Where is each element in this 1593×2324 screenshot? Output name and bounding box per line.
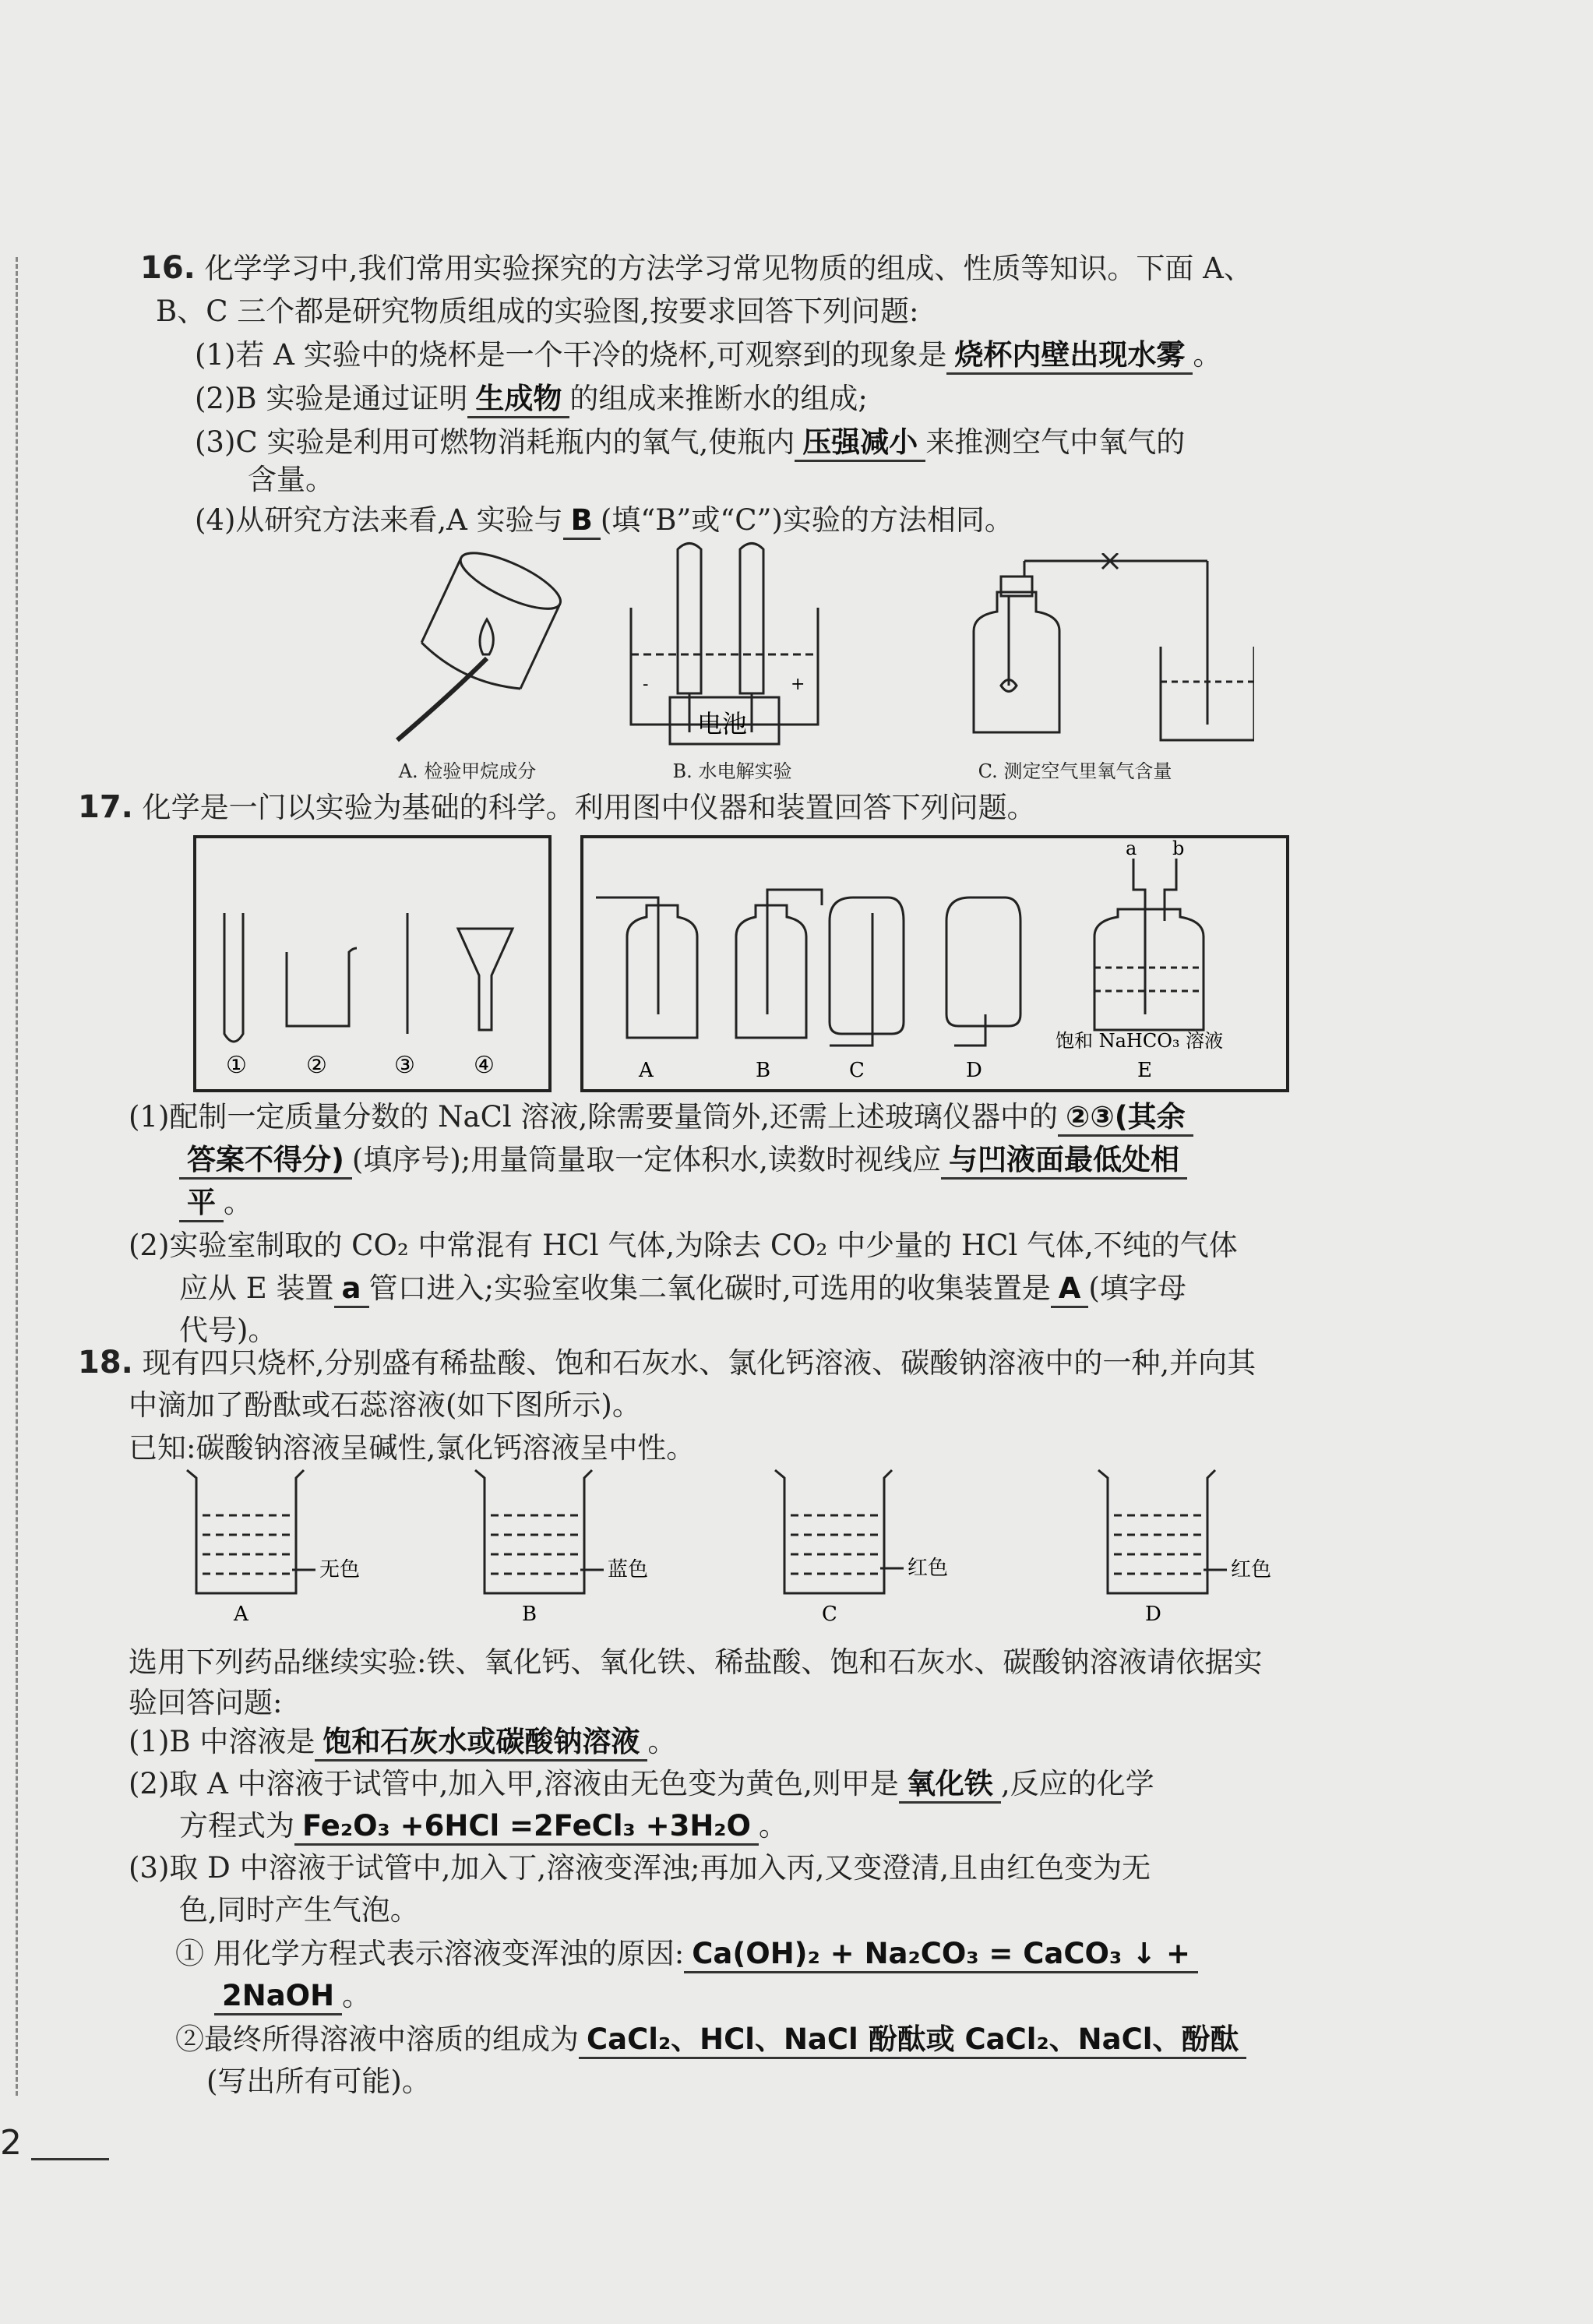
beaker-d-label: D xyxy=(1145,1603,1161,1626)
q16-part3 xyxy=(195,424,1185,462)
q16-part1 xyxy=(195,337,1221,375)
device-label-d: D xyxy=(966,1059,982,1082)
q17-part1-line2 xyxy=(179,1141,1187,1180)
q18-p1-text: (1)B 中溶液是 xyxy=(129,1725,315,1758)
q18-beakers-figure xyxy=(179,1469,1316,1632)
q16-p4-end: (填“B”或“C”)实验的方法相同。 xyxy=(600,503,1013,537)
q16-figure-a-methane-test xyxy=(389,545,576,748)
beaker-b-label: B xyxy=(522,1603,537,1626)
q17-p1-answer2-cont: 平 xyxy=(179,1186,224,1222)
instrument-label-3: ③ xyxy=(394,1052,415,1079)
instrument-label-2: ② xyxy=(306,1052,327,1079)
q17-p1-text: (1)配制一定质量分数的 NaCl 溶液,除需要量筒外,还需上述玻璃仪器中的 xyxy=(129,1100,1059,1134)
q17-p2-answer2: A xyxy=(1051,1271,1089,1308)
q18-p2-end: ,反应的化学 xyxy=(1000,1767,1154,1800)
q18-p2-text: (2)取 A 中溶液于试管中,加入甲,溶液由无色变为黄色,则甲是 xyxy=(129,1767,899,1800)
beaker-c-color: 红色 xyxy=(908,1557,949,1580)
instrument-label-4: ④ xyxy=(474,1052,495,1079)
page-number: 2 xyxy=(0,2123,22,2163)
q18-p3b-answer: CaCl₂、HCl、NaCl 酚酞或 CaCl₂、NaCl、酚酞 xyxy=(579,2022,1246,2059)
q18-select-line2: 验回答问题: xyxy=(129,1686,283,1719)
q18-p3a-text: ① 用化学方程式表示溶液变浑浊的原因: xyxy=(175,1937,685,1970)
q18-p2-eq-prefix: 方程式为 xyxy=(179,1809,294,1843)
q16-stem-line1 xyxy=(140,249,1253,287)
q17-p2-answer1: a xyxy=(334,1271,369,1308)
beaker-c-label: C xyxy=(822,1603,837,1626)
q18-p1-end: 。 xyxy=(647,1725,677,1758)
q18-part2 xyxy=(129,1765,1154,1804)
q16-p1-end: 。 xyxy=(1193,338,1222,372)
q16-caption-b: B. 水电解实验 xyxy=(672,760,792,782)
q16-text-line2: B、C 三个都是研究物质组成的实验图,按要求回答下列问题: xyxy=(156,294,919,328)
q18-p1-answer: 饱和石灰水或碳酸钠溶液 xyxy=(315,1725,647,1762)
q18-part3b-note: (写出所有可能)。 xyxy=(206,2065,431,2098)
q16-part3-cont: 含量。 xyxy=(248,463,334,496)
q17-p1-mid: (填序号);用量筒量取一定体积水,读数时视线应 xyxy=(351,1143,942,1176)
q16-p4-text: (4)从研究方法来看,A 实验与 xyxy=(195,503,563,537)
q16-number: 16. xyxy=(140,250,196,286)
q17-part1-line1 xyxy=(129,1099,1193,1137)
q18-select-line1: 选用下列药品继续实验:铁、氧化钙、氧化铁、稀盐酸、饱和石灰水、碳酸钠溶液请依据实 xyxy=(129,1645,1263,1679)
q18-text-line2: 中滴加了酚酞或石蕊溶液(如下图所示)。 xyxy=(129,1388,641,1422)
electrode-minus: - xyxy=(643,675,649,694)
q18-part3b xyxy=(175,2021,1246,2059)
q17-p1-end: 。 xyxy=(224,1186,252,1219)
q16-p1-text: (1)若 A 实验中的烧杯是一个干冷的烧杯,可观察到的现象是 xyxy=(195,338,947,372)
q18-known: 已知:碳酸钠溶液呈碱性,氯化钙溶液呈中性。 xyxy=(129,1431,696,1465)
q16-caption-a: A. 检验甲烷成分 xyxy=(398,760,537,782)
q16-p2-end: 的组成来推断水的组成; xyxy=(569,382,868,415)
q17-part2-cont: 代号)。 xyxy=(179,1314,277,1347)
instrument-label-1: ① xyxy=(226,1052,247,1079)
q18-part3a xyxy=(175,1935,1198,1973)
q16-figure-c-oxygen-measure xyxy=(943,553,1254,748)
q17-p2-mid: 管口进入;实验室收集二氧化碳时,可选用的收集装置是 xyxy=(368,1271,1051,1305)
q16-p4-answer: B xyxy=(563,503,601,540)
beaker-d-color: 红色 xyxy=(1231,1558,1272,1582)
q16-p3-answer: 压强减小 xyxy=(795,425,925,462)
device-label-e: E xyxy=(1137,1059,1152,1082)
page-number-rule xyxy=(31,2158,109,2160)
q17-p1-answer2: 与凹液面最低处相 xyxy=(941,1143,1187,1180)
q18-stem-line1 xyxy=(78,1344,1256,1382)
q18-p2-eq-end: 。 xyxy=(758,1809,788,1843)
q16-p3-end: 来推测空气中氧气的 xyxy=(925,425,1186,459)
q17-p2-end: (填字母 xyxy=(1088,1271,1186,1305)
q16-caption-c: C. 测定空气里氧气含量 xyxy=(978,760,1172,782)
q18-p3a-answer: Ca(OH)₂ + Na₂CO₃ = CaCO₃ ↓ + xyxy=(684,1937,1198,1973)
q17-part1-line3 xyxy=(179,1184,252,1222)
q17-p2-text: 应从 E 装置 xyxy=(179,1271,334,1305)
q16-p1-answer: 烧杯内壁出现水雾 xyxy=(946,338,1193,375)
q18-p3a-answer-cont: 2NaOH xyxy=(214,1979,342,2015)
q17-devices-panel xyxy=(580,835,1289,1092)
q17-instruments-panel xyxy=(193,835,552,1092)
q16-figure-b-electrolysis xyxy=(615,538,834,748)
q17-stem xyxy=(78,788,1036,827)
q18-part1 xyxy=(129,1723,676,1762)
q18-p3a-end: 。 xyxy=(342,1979,372,2012)
electrode-plus: + xyxy=(791,675,805,694)
beaker-a-label: A xyxy=(234,1603,248,1626)
q18-text-line1: 现有四只烧杯,分别盛有稀盐酸、饱和石灰水、氯化钙溶液、碳酸钠溶液中的一种,并向其 xyxy=(142,1346,1256,1380)
battery-label: 电池 xyxy=(697,709,748,739)
q16-p2-text: (2)B 实验是通过证明 xyxy=(195,382,468,415)
binding-margin-line xyxy=(16,257,18,2096)
q16-p2-answer: 生成物 xyxy=(467,382,569,418)
device-label-a: A xyxy=(639,1059,654,1082)
q16-text-line1: 化学学习中,我们常用实验探究的方法学习常见物质的组成、性质等知识。下面 A、 xyxy=(204,252,1253,285)
q18-part3-line2: 色,同时产生气泡。 xyxy=(179,1893,419,1927)
beaker-b-color: 蓝色 xyxy=(608,1558,649,1582)
q18-p2-answer: 氧化铁 xyxy=(899,1767,1001,1804)
q17-part2-line2 xyxy=(179,1270,1186,1308)
q17-p1-answer1: ②③(其余 xyxy=(1058,1100,1193,1137)
e-tube-label-a: a xyxy=(1126,838,1137,859)
q17-number: 17. xyxy=(78,789,133,825)
e-tube-label-b: b xyxy=(1172,838,1185,859)
q16-p3-text: (3)C 实验是利用可燃物消耗瓶内的氧气,使瓶内 xyxy=(195,425,795,459)
q18-part3a-cont xyxy=(214,1977,371,2015)
e-solution-label: 饱和 NaHCO₃ 溶液 xyxy=(1056,1030,1224,1052)
q17-text: 化学是一门以实验为基础的科学。利用图中仪器和装置回答下列问题。 xyxy=(142,791,1036,824)
q18-part3-line1: (3)取 D 中溶液于试管中,加入丁,溶液变浑浊;再加入丙,又变澄清,且由红色变为无 xyxy=(129,1851,1151,1885)
q16-part2 xyxy=(195,380,868,418)
q18-p2-equation: Fe₂O₃ +6HCl =2FeCl₃ +3H₂O xyxy=(294,1809,759,1846)
q17-part2-line1: (2)实验室制取的 CO₂ 中常混有 HCl 气体,为除去 CO₂ 中少量的 HCl 气体,不纯的气体 xyxy=(129,1229,1238,1262)
q18-p3b-text: ②最终所得溶液中溶质的组成为 xyxy=(175,2022,579,2056)
q18-part2-equation-line xyxy=(179,1807,788,1846)
q16-part4 xyxy=(195,502,1013,540)
q17-p1-answer1-cont: 答案不得分) xyxy=(179,1143,352,1180)
beaker-a-color: 无色 xyxy=(319,1558,361,1582)
q18-number: 18. xyxy=(78,1345,133,1381)
device-label-c: C xyxy=(849,1059,865,1082)
device-label-b: B xyxy=(756,1059,771,1082)
